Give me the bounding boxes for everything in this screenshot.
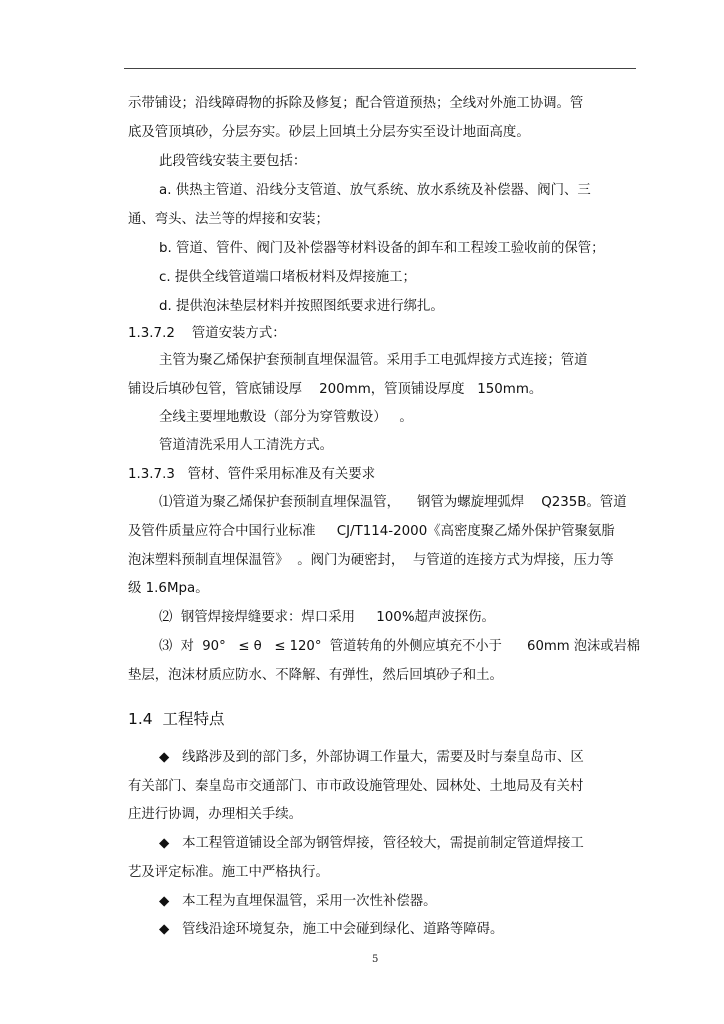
text-line: ⑴管道为聚乙烯保护套预制直埋保温管， 钢管为螺旋埋弧焊 Q235B。管道 [159,495,627,510]
section-title: 1.4 工程特点 [128,710,225,728]
text-line: 管道清洗采用人工清洗方式。 [159,438,334,453]
text-line: 垫层，泡沫材质应防水、不降解、有弹性，然后回填砂子和土。 [128,668,503,683]
bullet-line: ◆ 线路涉及到的部门多，外部协调工作量大，需要及时与秦皇岛市、区 [159,750,584,765]
text-line: 全线主要埋地敷设（部分为穿管敷设） 。 [159,410,413,425]
text-line: 泡沫塑料预制直埋保温管》 。阀门为硬密封， 与管道的连接方式为焊接，压力等 [128,553,614,568]
bullet-line: ◆ 本工程为直埋保温管，采用一次性补偿器。 [159,894,437,909]
text-line: 此段管线安装主要包括： [159,154,307,169]
text-line: 及管件质量应符合中国行业标准 CJ/T114-2000《高密度聚乙烯外保护管聚氨脂 [128,524,615,539]
header-rule [124,68,636,69]
text-line: a. 供热主管道、沿线分支管道、放气系统、放水系统及补偿器、阀门、三 [159,183,591,198]
text-line: 示带铺设；沿线障碍物的拆除及修复；配合管道预热；全线对外施工协调。管 [128,96,584,111]
text-line: 庄进行协调，办理相关手续。 [128,807,303,822]
bullet-line: ◆ 管线沿途环境复杂，施工中会碰到绿化、道路等障碍。 [159,922,504,937]
text-line: 有关部门、秦皇岛市交通部门、市市政设施管理处、园林处、土地局及有关村 [128,779,584,794]
text-line: 通、弯头、法兰等的焊接和安装； [128,212,329,227]
section-heading: 1.3.7.3 管材、管件采用标准及有关要求 [128,467,376,482]
section-heading: 1.3.7.2 管道安装方式： [128,326,286,341]
text-line: b. 管道、管件、阀门及补偿器等材料设备的卸车和工程竣工验收前的保管； [159,241,605,256]
text-line: 主管为聚乙烯保护套预制直埋保温管。采用手工电弧焊接方式连接；管道 [159,353,588,368]
text-line: 艺及评定标准。施工中严格执行。 [128,865,329,880]
page-number: 5 [372,954,379,965]
text-line: 铺设后填砂包管，管底铺设厚 200mm，管顶铺设厚度 150mm。 [128,382,543,397]
text-line: 级 1.6Mpa。 [128,581,209,596]
text-line: 底及管顶填砂，分层夯实。砂层上回填土分层夯实至设计地面高度。 [128,125,530,140]
bullet-line: ◆ 本工程管道铺设全部为钢管焊接，管径较大，需提前制定管道焊接工 [159,836,584,851]
text-line: ⑵ 钢管焊接焊缝要求：焊口采用 100%超声波探伤。 [159,610,495,625]
text-line: d. 提供泡沫垫层材料并按照图纸要求进行绑扎。 [159,299,444,314]
text-line: ⑶ 对 90° ≤ θ ≤ 120° 管道转角的外侧应填充不小于 60mm 泡沫或岩棉 [159,639,640,654]
text-line: c. 提供全线管道端口堵板材料及焊接施工； [159,270,416,285]
